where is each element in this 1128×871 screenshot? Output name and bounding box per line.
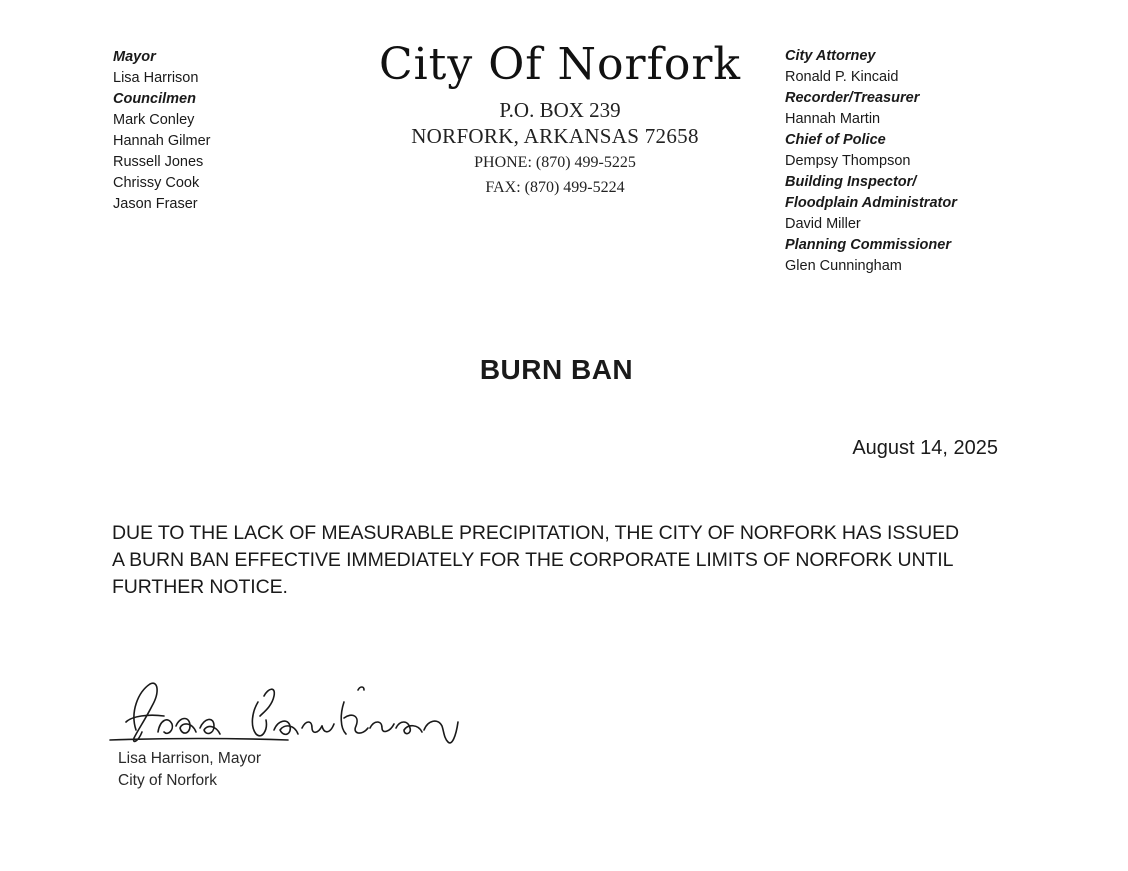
chief-of-police-name: Dempsy Thompson [785,153,911,169]
role-recorder-treasurer: Recorder/Treasurer [785,90,920,106]
role-city-attorney: City Attorney [785,48,876,64]
planning-commissioner-name: Glen Cunningham [785,258,902,274]
role-floodplain-administrator: Floodplain Administrator [785,195,957,211]
councilman-name: Jason Fraser [113,196,198,212]
councilman-name: Mark Conley [113,112,195,128]
city-name-heading: City Of Norfork [378,39,742,90]
fax-number: FAX: (870) 499-5224 [485,179,625,196]
mayor-name: Lisa Harrison [113,70,199,86]
recorder-treasurer-name: Hannah Martin [785,111,881,127]
role-planning-commissioner: Planning Commissioner [785,237,951,253]
role-chief-of-police: Chief of Police [785,132,886,148]
po-box: P.O. BOX 239 [499,98,621,122]
councilman-name: Chrissy Cook [113,175,200,191]
document-title: BURN BAN [479,354,634,385]
handwritten-signature [108,672,468,752]
letterhead-center [340,38,790,200]
notice-line: FURTHER NOTICE. [112,576,288,598]
city-state-zip: NORFORK, ARKANSAS 72658 [411,124,699,148]
signatory-name: Lisa Harrison, Mayor [118,750,261,767]
signatory-organization: City of Norfork [118,772,218,789]
phone-number: PHONE: (870) 499-5225 [474,154,636,171]
notice-line: A BURN BAN EFFECTIVE IMMEDIATELY FOR THE CORPORATE LIMITS OF NORFORK UNTIL [112,549,954,571]
councilman-name: Russell Jones [113,154,204,170]
document-date: August 14, 2025 [852,437,998,459]
signatory-block [118,748,261,792]
role-councilmen: Councilmen [113,91,196,107]
role-mayor: Mayor [113,49,156,65]
officials-left-column [113,47,211,215]
building-inspector-name: David Miller [785,216,861,232]
notice-body [112,520,1012,601]
role-building-inspector: Building Inspector/ [785,174,917,190]
officials-right-column [785,46,957,277]
city-attorney-name: Ronald P. Kincaid [785,69,899,85]
notice-line: DUE TO THE LACK OF MEASURABLE PRECIPITATION, THE CITY OF NORFORK HAS ISSUED [112,522,960,544]
councilman-name: Hannah Gilmer [113,133,211,149]
